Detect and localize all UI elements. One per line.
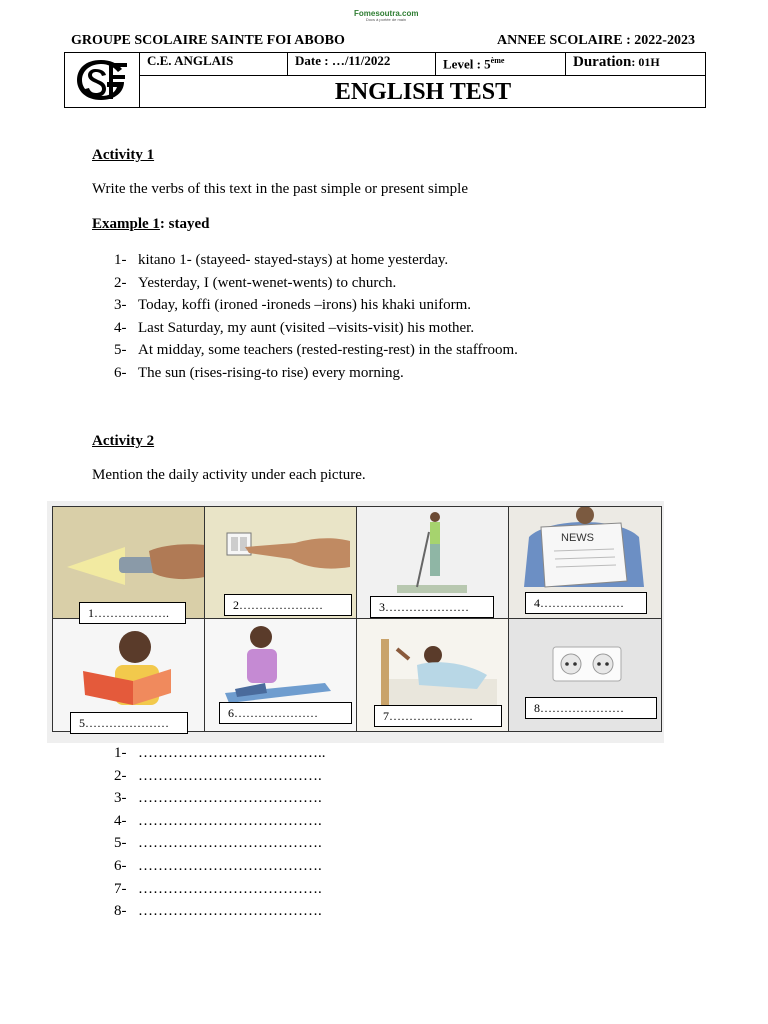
answer-number: 1-: [114, 745, 127, 761]
answer-number: 5-: [114, 835, 127, 852]
answer-line: [114, 832, 326, 855]
example-answer: : stayed: [159, 216, 210, 232]
answer-line: [114, 855, 326, 878]
item-text: Today, koffi (ironed -ironeds –irons) his khaki uniform.: [138, 297, 472, 314]
answer-line: [114, 765, 326, 788]
level-superscript: ème: [490, 56, 505, 65]
duration-value: : 01H: [631, 55, 660, 69]
picture-label-1: 1……………….: [79, 602, 186, 624]
level-text: Level : 5: [443, 56, 491, 72]
item-text: kitano 1- (stayeed- stayed-stays) at home yesterday.: [138, 252, 449, 268]
item-number: 1-: [114, 252, 127, 268]
school-name: GROUPE SCOLAIRE SAINTE FOI ABOBO: [71, 33, 345, 48]
answer-line: [114, 900, 326, 923]
answer-line: [114, 787, 326, 810]
picture-label-2: 2…………………: [224, 594, 352, 616]
picture-label-4: 4…………………: [525, 592, 647, 614]
activity1-heading: Activity 1: [92, 147, 155, 163]
answer-number: 8-: [114, 903, 127, 920]
watermark-logo: [354, 10, 418, 24]
picture-label-6: 6…………………: [219, 702, 352, 724]
activity1-list: [114, 249, 518, 385]
watermark-subtext: Docs à portée de main: [365, 17, 407, 22]
subject-cell: C.E. ANGLAIS: [140, 52, 288, 75]
item-number: 5-: [114, 342, 127, 359]
answer-number: 2-: [114, 767, 127, 784]
duration-cell: [566, 52, 706, 75]
item-number: 2-: [114, 274, 127, 291]
answer-blank[interactable]: ………………………………..: [138, 745, 326, 761]
item-text: Yesterday, I (went-wenet-wents) to church.: [138, 274, 397, 291]
answer-blank[interactable]: ……………………………….: [138, 790, 322, 807]
school-logo-cell: [64, 52, 140, 108]
picture-label-7: 7…………………: [374, 705, 502, 727]
example-line: [92, 216, 210, 233]
list-item: [114, 272, 518, 295]
answer-line: [114, 878, 326, 901]
activity2-heading: Activity 2: [92, 433, 155, 449]
answer-blank[interactable]: ……………………………….: [138, 903, 322, 920]
answer-list: [114, 742, 326, 923]
picture-label-8: 8…………………: [525, 697, 657, 719]
answer-number: 3-: [114, 790, 127, 807]
test-title: ENGLISH TEST: [334, 79, 512, 105]
item-text: At midday, some teachers (rested-resting-rest) in the staffroom.: [138, 342, 518, 359]
answer-blank[interactable]: ……………………………….: [138, 767, 322, 784]
school-logo-icon: [71, 55, 133, 105]
item-number: 4-: [114, 319, 127, 336]
duration-label: Duration: [573, 54, 632, 70]
picture-label-5: 5…………………: [70, 712, 188, 734]
answer-line: [114, 810, 326, 833]
date-cell: Date : …/11/2022: [288, 52, 436, 75]
level-cell: [436, 52, 566, 75]
example-label: Example 1: [92, 216, 160, 232]
answer-number: 7-: [114, 880, 127, 897]
answer-blank[interactable]: ……………………………….: [138, 880, 322, 897]
watermark-text: Fomesoutra.com: [354, 9, 419, 18]
activity2-instruction: Mention the daily activity under each picture.: [92, 467, 366, 483]
school-year: ANNEE SCOLAIRE : 2022-2023: [497, 33, 695, 48]
activity1-instruction: Write the verbs of this text in the past simple or present simple: [92, 181, 468, 197]
picture-label-3: 3…………………: [370, 596, 494, 618]
answer-line: [114, 742, 326, 765]
list-item: [114, 362, 518, 385]
item-number: 6-: [114, 364, 127, 381]
answer-blank[interactable]: ……………………………….: [138, 812, 322, 829]
item-number: 3-: [114, 297, 127, 314]
list-item: [114, 339, 518, 362]
item-text: Last Saturday, my aunt (visited –visits-visit) his mother.: [138, 319, 475, 336]
list-item: [114, 317, 518, 340]
item-text: The sun (rises-rising-to rise) every morning.: [138, 364, 404, 381]
answer-blank[interactable]: ……………………………….: [138, 857, 322, 874]
answer-blank[interactable]: ……………………………….: [138, 835, 322, 852]
answer-number: 4-: [114, 812, 127, 829]
answer-number: 6-: [114, 857, 127, 874]
list-item: [114, 249, 518, 272]
list-item: [114, 294, 518, 317]
newspaper-title: NEWS: [561, 532, 594, 544]
header-info-row: [140, 52, 706, 76]
